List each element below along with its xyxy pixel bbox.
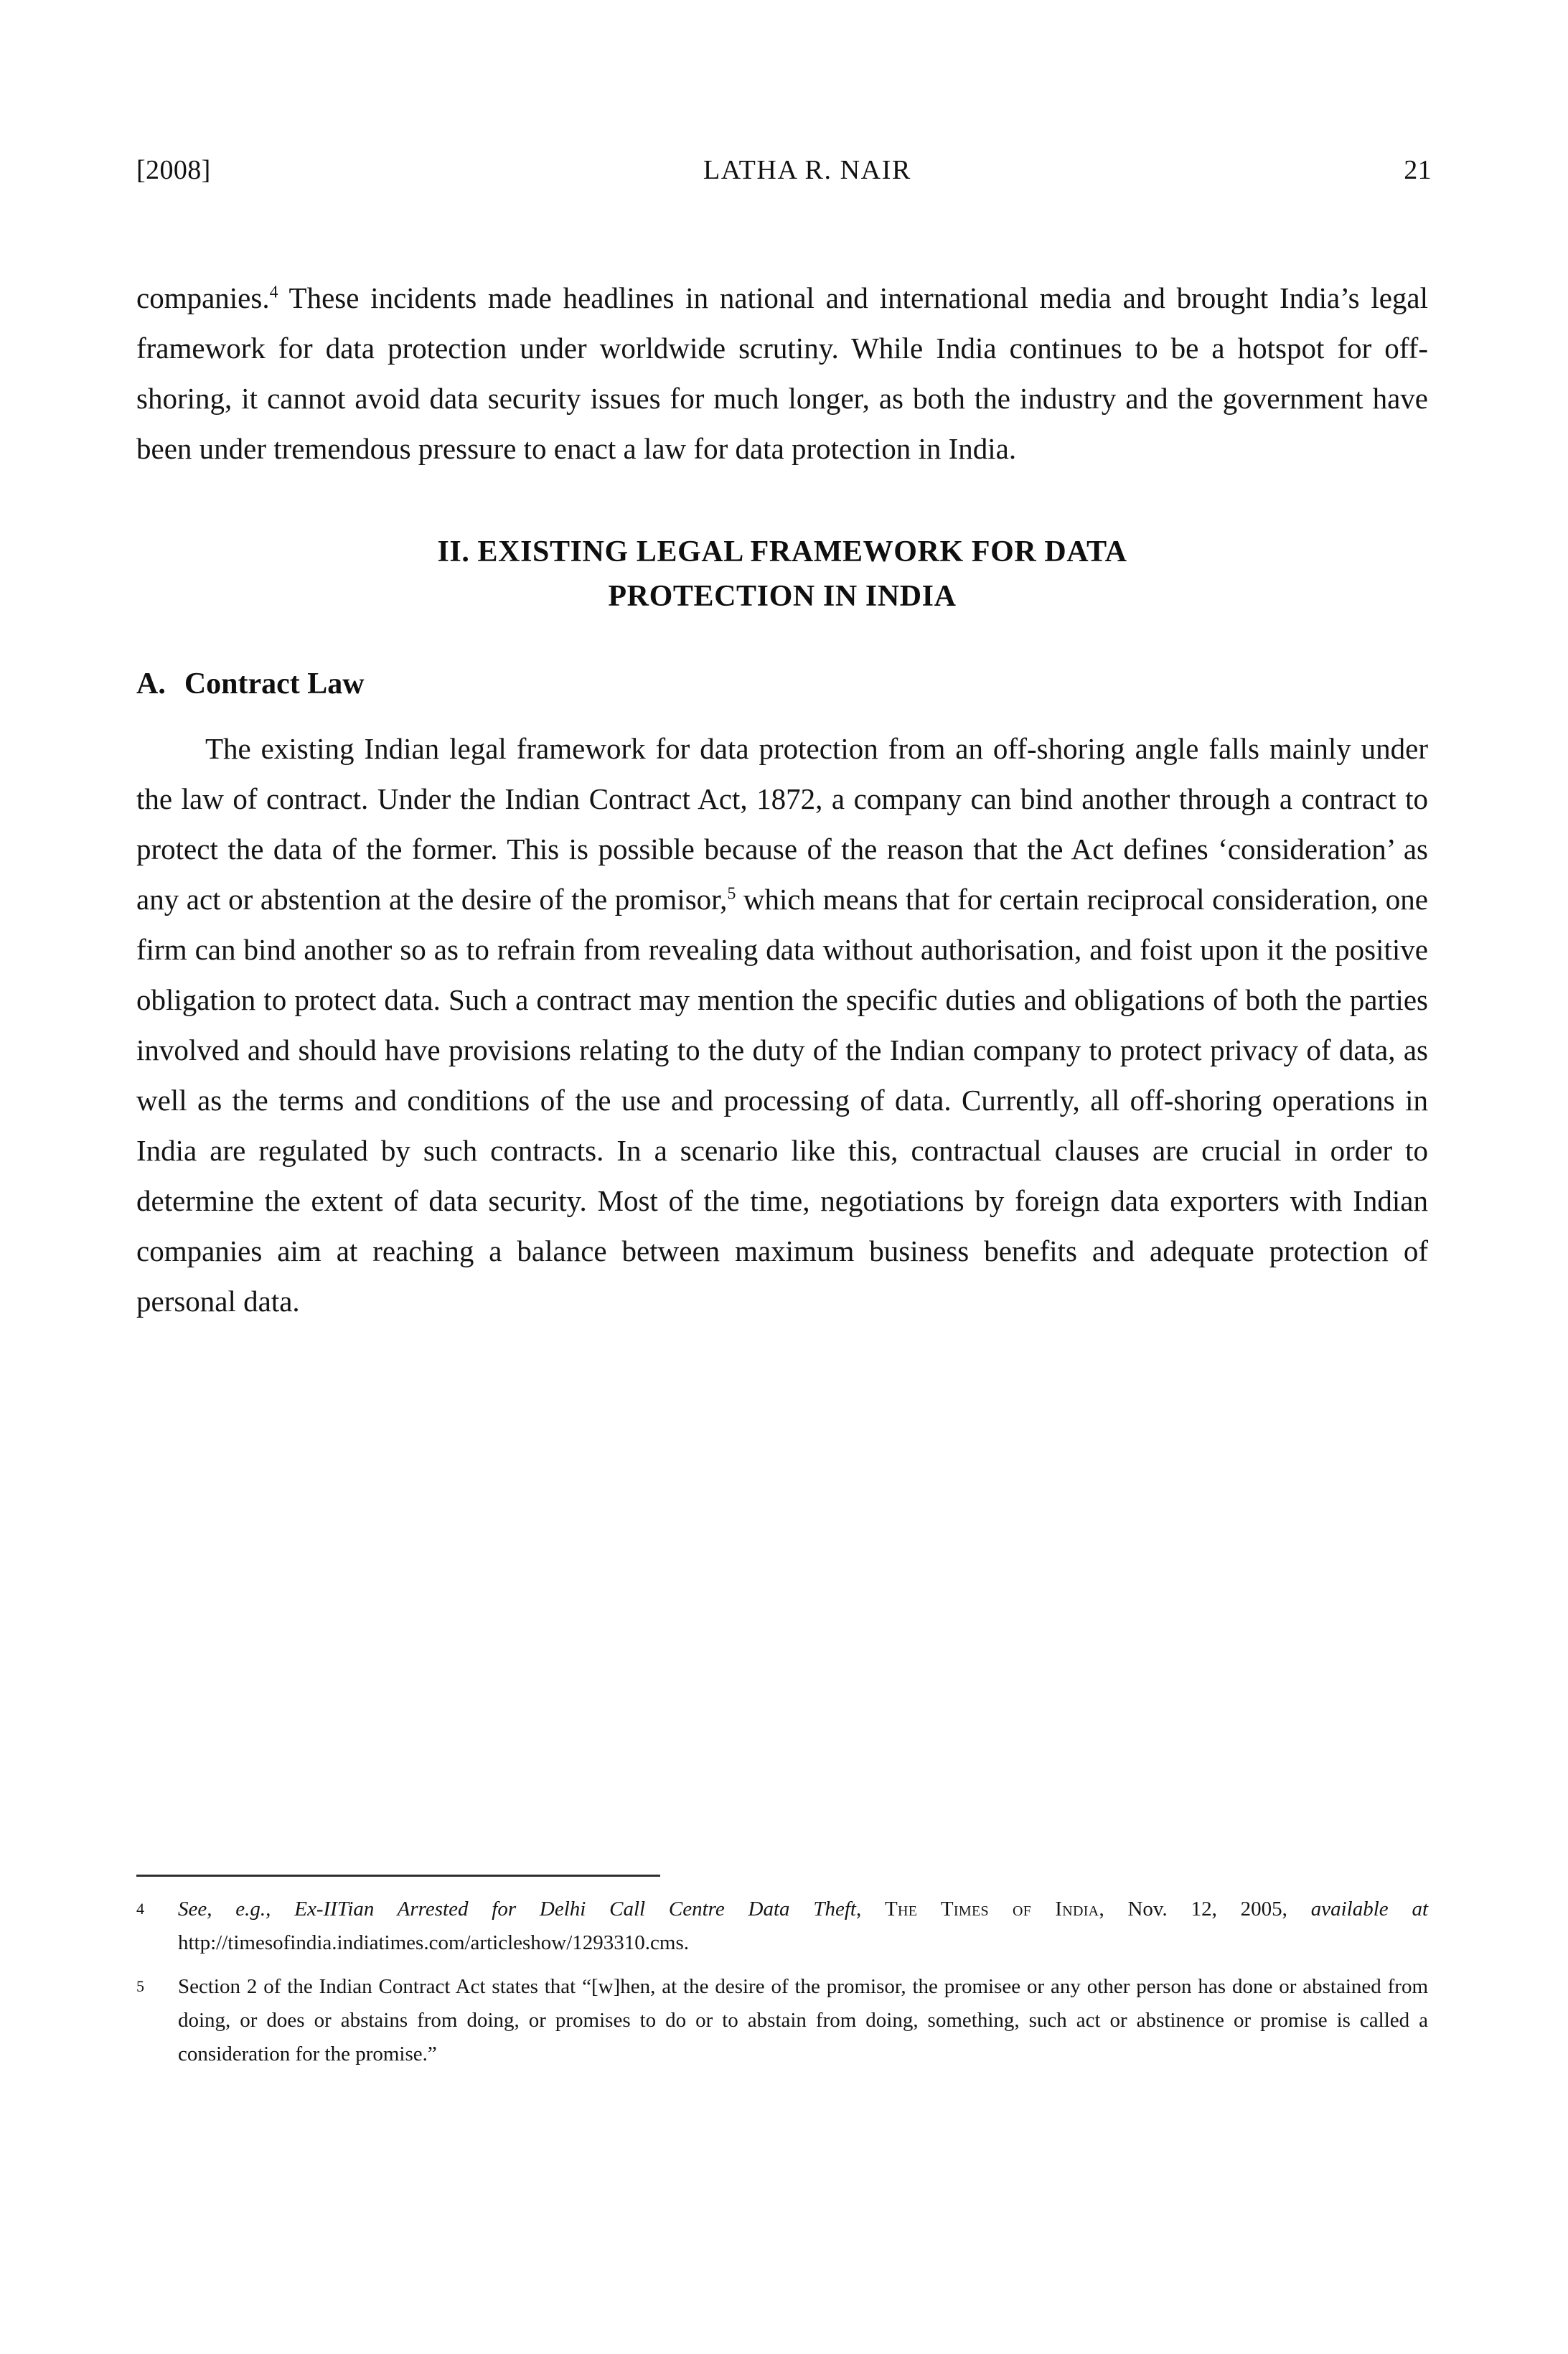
footnote-4-available-at: available at	[1310, 1898, 1428, 1921]
footnote-4-article-title: Ex-IITian Arrested for Delhi Call Centre Data Theft	[294, 1898, 856, 1921]
subsection-title: Contract Law	[184, 667, 365, 700]
footnote-4-source: The Times of India	[885, 1898, 1099, 1921]
subsection-letter: A.	[136, 667, 166, 700]
paragraph-1-start: companies.	[136, 281, 270, 314]
footnote-4-url[interactable]: http://timesofindia.indiatimes.com/articleshow/1293310.cms.	[178, 1931, 690, 1954]
paragraph-2-part-1: The existing Indian legal framework for data protection from an off-shoring angle falls mainly under the law of contract. Under the Indian Contract Act, 1872, a company can bind another through a contract to protect the data of the former. This is possible because of the reason that the Act defines ‘consideration’ as any act or abstention at the desire of the promisor,	[136, 732, 1428, 916]
paragraph-companies	[136, 273, 1428, 474]
paragraph-contract-law	[136, 723, 1428, 1326]
footnote-number-5: 5	[136, 1977, 144, 1995]
header-author-name: LATHA R. NAIR	[703, 155, 911, 185]
subsection-heading-contract-law	[136, 619, 1428, 723]
footnote-ref-4[interactable]: 4	[269, 283, 278, 302]
footnote-number-4: 4	[136, 1900, 144, 1918]
section-heading-line-2: PROTECTION IN INDIA	[608, 580, 957, 613]
header-year: [2008]	[136, 155, 211, 185]
footnote-text-5: Section 2 of the Indian Contract Act states that “[w]hen, at the desire of the promisor, the promisee or any other person has done or abstained from doing, or does or abstains from doing, or promises to do or to abstain from doing, something, such act or abstinence or promise is called a consideration for the promise.”	[178, 1975, 1428, 2065]
footnote-separator-rule	[136, 1875, 660, 1877]
footnote-item-4	[136, 1893, 1428, 1960]
footnote-4-see-eg: See, e.g.,	[178, 1898, 295, 1921]
footnote-4-comma: ,	[855, 1898, 886, 1921]
footnote-ref-5[interactable]: 5	[727, 884, 736, 904]
section-heading-ii	[136, 474, 1428, 619]
footnote-section	[136, 1875, 1428, 2081]
paragraph-1-rest: These incidents made headlines in national and international media and brought India’s legal framework for data protection under worldwide scrutiny. While India continues to be a hotspot for off-shoring, it cannot avoid data security issues for much longer, as both the industry and the government have been under tremendous pressure to enact a law for data protection in India.	[136, 281, 1428, 465]
paragraph-2-part-2: which means that for certain reciprocal consideration, one firm can bind another so as to refrain from revealing data without authorisation, and foist upon it the positive obligation to protect data. Such a contract may mention the specific duties and obligations of both the parties involved and should have provisions relating to the duty of the Indian company to protect privacy of data, as well as the terms and conditions of the use and processing of data. Currently, all off-shoring operations in India are regulated by such contracts. In a scenario like this, contractual clauses are crucial in order to determine the extent of data security. Most of the time, negotiations by foreign data exporters with Indian companies aim at reaching a balance between maximum business benefits and adequate protection of personal data.	[136, 883, 1428, 1318]
running-header	[136, 154, 1432, 190]
body-column	[136, 273, 1428, 1326]
section-heading-line-1: II. EXISTING LEGAL FRAMEWORK FOR DATA	[437, 535, 1127, 568]
footnote-item-5	[136, 1970, 1428, 2071]
footnote-4-date: , Nov. 12, 2005,	[1099, 1898, 1311, 1921]
header-page-number: 21	[1404, 155, 1432, 185]
footnote-text-4	[178, 1893, 1428, 1960]
